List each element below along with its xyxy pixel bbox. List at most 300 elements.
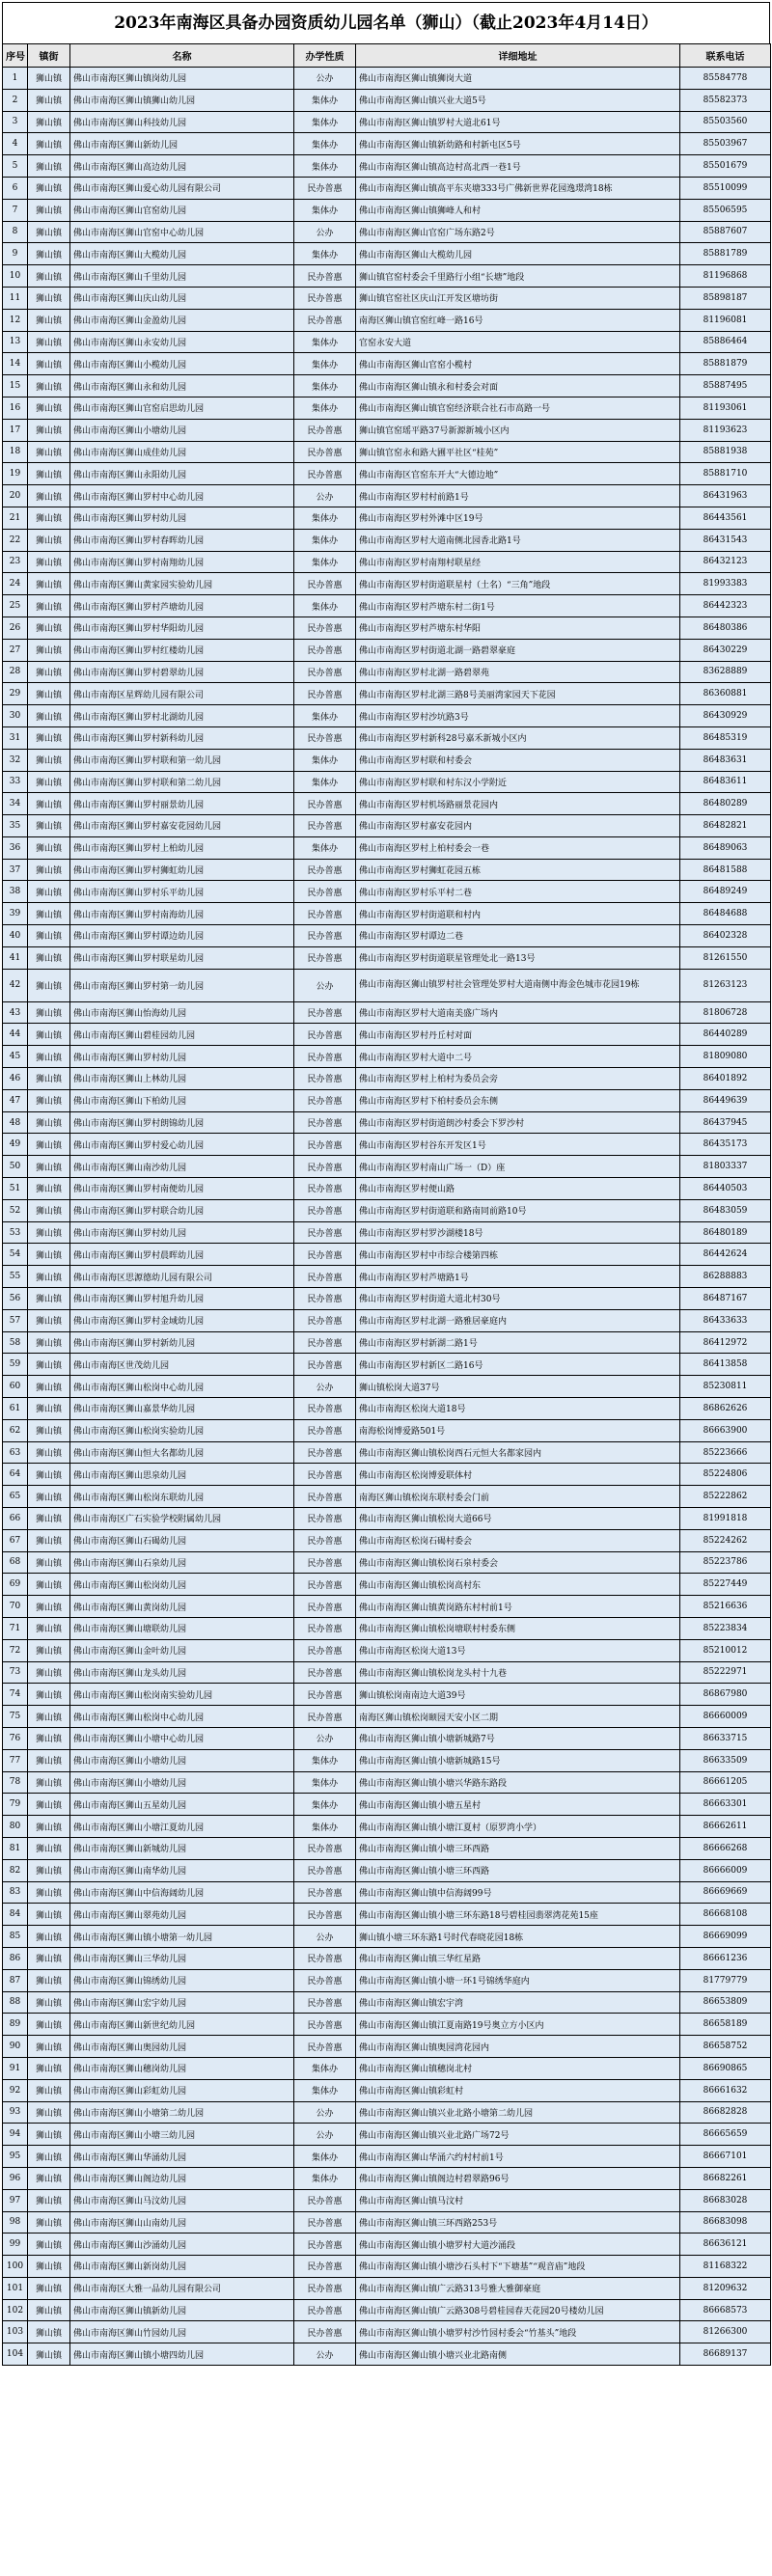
table-row (3, 1046, 771, 1068)
row-number: 2 (3, 89, 28, 111)
row-town: 狮山镇 (28, 1596, 70, 1618)
table-row (3, 749, 771, 771)
row-nature: 民办普惠 (294, 1134, 356, 1156)
row-address: 佛山市南海区罗村街道联和路南同前路10号 (356, 1199, 680, 1221)
row-town: 狮山镇 (28, 1046, 70, 1068)
row-name: 佛山市南海区狮山怡海幼儿园 (70, 1001, 294, 1024)
row-name: 佛山市南海区狮山碧桂园幼儿园 (70, 1024, 294, 1046)
row-nature: 民办普惠 (294, 1309, 356, 1331)
row-phone: 86658752 (680, 2036, 771, 2058)
row-phone: 86661632 (680, 2079, 771, 2101)
row-number: 75 (3, 1706, 28, 1728)
row-phone: 86440289 (680, 1024, 771, 1046)
row-phone: 86665659 (680, 2124, 771, 2146)
row-nature: 民办普惠 (294, 881, 356, 903)
table-row (3, 2343, 771, 2366)
row-name: 佛山市南海区狮山龙头幼儿园 (70, 1661, 294, 1684)
table-row (3, 68, 771, 90)
row-name: 佛山市南海区狮山罗村联合幼儿园 (70, 1199, 294, 1221)
row-town: 狮山镇 (28, 1749, 70, 1771)
row-number: 26 (3, 617, 28, 639)
row-address: 佛山市南海区罗村大道中二号 (356, 1046, 680, 1068)
row-address: 佛山市南海区狮山镇罗村社会管理处罗村大道南侧中海金色城市花园19栋 (356, 969, 680, 1001)
table-row (3, 1881, 771, 1904)
row-phone: 83628889 (680, 661, 771, 683)
row-name: 佛山市南海区狮山罗村第一幼儿园 (70, 969, 294, 1001)
row-nature: 民办普惠 (294, 1551, 356, 1574)
row-number: 53 (3, 1221, 28, 1244)
row-address: 佛山市南海区罗村街道朗沙村委会下罗沙村 (356, 1111, 680, 1134)
column-header-name: 名称 (70, 44, 294, 68)
row-phone: 86689137 (680, 2343, 771, 2366)
row-number: 27 (3, 639, 28, 661)
row-nature: 集体办 (294, 1749, 356, 1771)
row-phone: 86867980 (680, 1684, 771, 1706)
row-number: 98 (3, 2211, 28, 2233)
row-address: 佛山市南海区罗村上柏村委会一巷 (356, 836, 680, 859)
table-row (3, 1441, 771, 1464)
row-phone: 85210012 (680, 1639, 771, 1661)
table-row (3, 287, 771, 309)
row-number: 79 (3, 1794, 28, 1816)
table-row (3, 177, 771, 199)
row-town: 狮山镇 (28, 111, 70, 133)
row-town: 狮山镇 (28, 1684, 70, 1706)
row-nature: 公办 (294, 485, 356, 507)
row-town: 狮山镇 (28, 1156, 70, 1178)
row-phone: 86401892 (680, 1068, 771, 1090)
row-name: 佛山市南海区狮山小塘江夏幼儿园 (70, 1816, 294, 1838)
row-address: 狮山镇松岗南南边大道39号 (356, 1684, 680, 1706)
row-address: 佛山市南海区狮山镇松岗塘联村村委东侧 (356, 1617, 680, 1639)
row-town: 狮山镇 (28, 815, 70, 837)
row-name: 佛山市南海区广石实验学校附属幼儿园 (70, 1508, 294, 1530)
row-number: 102 (3, 2299, 28, 2321)
row-address: 佛山市南海区狮山镇小塘兴业北路南侧 (356, 2343, 680, 2366)
row-nature: 民办普惠 (294, 1639, 356, 1661)
row-name: 佛山市南海区狮山新岗幼儿园 (70, 2256, 294, 2278)
row-number: 37 (3, 859, 28, 881)
row-nature: 集体办 (294, 2167, 356, 2189)
row-name: 佛山市南海区狮山罗村晨晖幼儿园 (70, 1244, 294, 1266)
row-name: 佛山市南海区狮山罗村北湖幼儿园 (70, 705, 294, 727)
row-phone: 86666009 (680, 1859, 771, 1881)
table-row (3, 1156, 771, 1178)
row-phone: 86483631 (680, 749, 771, 771)
row-phone: 86412972 (680, 1331, 771, 1354)
row-town: 狮山镇 (28, 1816, 70, 1838)
row-number: 67 (3, 1529, 28, 1551)
row-name: 佛山市南海区狮山石泉幼儿园 (70, 1551, 294, 1574)
row-name: 佛山市南海区狮山金叶幼儿园 (70, 1639, 294, 1661)
table-row (3, 639, 771, 661)
row-phone: 81803337 (680, 1156, 771, 1178)
table-row (3, 2277, 771, 2299)
row-name: 佛山市南海区狮山松岗南实验幼儿园 (70, 1684, 294, 1706)
table-row (3, 2036, 771, 2058)
table-row (3, 507, 771, 529)
row-name: 佛山市南海区狮山黄家园实验幼儿园 (70, 573, 294, 595)
row-town: 狮山镇 (28, 1441, 70, 1464)
row-number: 64 (3, 1464, 28, 1486)
row-number: 82 (3, 1859, 28, 1881)
row-name: 佛山市南海区狮山嘉景华幼儿园 (70, 1398, 294, 1420)
table-row (3, 265, 771, 288)
row-number: 46 (3, 1068, 28, 1090)
row-number: 6 (3, 177, 28, 199)
row-nature: 民办普惠 (294, 309, 356, 331)
table-row (3, 881, 771, 903)
table-row (3, 1794, 771, 1816)
row-phone: 85510099 (680, 177, 771, 199)
row-nature: 民办普惠 (294, 1068, 356, 1090)
row-nature: 民办普惠 (294, 1661, 356, 1684)
row-name: 佛山市南海区狮山石碣幼儿园 (70, 1529, 294, 1551)
row-number: 56 (3, 1288, 28, 1310)
row-address: 佛山市南海区官窑东开大“大德边地” (356, 463, 680, 485)
table-row (3, 771, 771, 793)
row-phone: 86483059 (680, 1199, 771, 1221)
table-row (3, 397, 771, 419)
row-phone: 81993383 (680, 573, 771, 595)
table-row (3, 1464, 771, 1486)
row-number: 36 (3, 836, 28, 859)
row-nature: 公办 (294, 2343, 356, 2366)
row-nature: 民办普惠 (294, 419, 356, 441)
row-name: 佛山市南海区狮山松岗中心幼儿园 (70, 1376, 294, 1398)
row-name: 佛山市南海区狮山马汶幼儿园 (70, 2189, 294, 2211)
row-nature: 民办普惠 (294, 1199, 356, 1221)
row-phone: 85222862 (680, 1486, 771, 1508)
row-number: 66 (3, 1508, 28, 1530)
row-name: 佛山市南海区狮山穗岗幼儿园 (70, 2057, 294, 2079)
table-row (3, 155, 771, 178)
row-number: 62 (3, 1419, 28, 1441)
row-town: 狮山镇 (28, 705, 70, 727)
row-number: 3 (3, 111, 28, 133)
row-number: 20 (3, 485, 28, 507)
row-name: 佛山市南海区狮山罗村狮虹幼儿园 (70, 859, 294, 881)
row-phone: 86669669 (680, 1881, 771, 1904)
table-row (3, 2146, 771, 2168)
row-name: 佛山市南海区狮山罗村丽景幼儿园 (70, 793, 294, 815)
row-phone: 86682261 (680, 2167, 771, 2189)
row-address: 佛山市南海区狮山大榄幼儿园 (356, 243, 680, 265)
row-phone: 86661205 (680, 1771, 771, 1794)
row-nature: 集体办 (294, 397, 356, 419)
table-row (3, 1727, 771, 1749)
row-address: 佛山市南海区罗村北湖一路碧翠苑 (356, 661, 680, 683)
row-phone: 81991818 (680, 1508, 771, 1530)
row-address: 佛山市南海区狮山镇小塘三环东路18号碧桂园翡翠湾花苑15座 (356, 1904, 680, 1926)
row-number: 63 (3, 1441, 28, 1464)
row-town: 狮山镇 (28, 221, 70, 243)
row-town: 狮山镇 (28, 199, 70, 221)
row-nature: 民办普惠 (294, 1991, 356, 2014)
row-number: 104 (3, 2343, 28, 2366)
row-name: 佛山市南海区狮山罗村爱心幼儿园 (70, 1134, 294, 1156)
row-phone: 86682828 (680, 2101, 771, 2124)
row-town: 狮山镇 (28, 1244, 70, 1266)
row-nature: 集体办 (294, 353, 356, 375)
table-row (3, 2211, 771, 2233)
row-number: 94 (3, 2124, 28, 2146)
row-phone: 85506595 (680, 199, 771, 221)
row-address: 佛山市南海区狮山镇兴业大道5号 (356, 89, 680, 111)
row-name: 佛山市南海区狮山镇岗幼儿园 (70, 68, 294, 90)
row-nature: 民办普惠 (294, 2189, 356, 2211)
row-address: 佛山市南海区狮山镇小塘三环西路 (356, 1837, 680, 1859)
row-number: 100 (3, 2256, 28, 2278)
row-name: 佛山市南海区狮山罗村联和第二幼儿园 (70, 771, 294, 793)
row-town: 狮山镇 (28, 463, 70, 485)
row-phone: 85224262 (680, 1529, 771, 1551)
row-number: 92 (3, 2079, 28, 2101)
row-number: 96 (3, 2167, 28, 2189)
row-nature: 集体办 (294, 1816, 356, 1838)
row-number: 38 (3, 881, 28, 903)
table-row (3, 1859, 771, 1881)
row-town: 狮山镇 (28, 2189, 70, 2211)
row-address: 佛山市南海区罗村丹丘村对面 (356, 1024, 680, 1046)
row-name: 佛山市南海区狮山罗村中心幼儿园 (70, 485, 294, 507)
row-phone: 81168322 (680, 2256, 771, 2278)
row-name: 佛山市南海区狮山小塘三幼儿园 (70, 2124, 294, 2146)
row-address: 佛山市南海区罗村中市综合楼第四栋 (356, 1244, 680, 1266)
row-name: 佛山市南海区狮山沙涌幼儿园 (70, 2233, 294, 2256)
row-town: 狮山镇 (28, 507, 70, 529)
table-row (3, 1134, 771, 1156)
row-name: 佛山市南海区狮山镇狮山幼儿园 (70, 89, 294, 111)
row-name: 佛山市南海区狮山罗村联星幼儿园 (70, 946, 294, 969)
row-number: 83 (3, 1881, 28, 1904)
row-number: 32 (3, 749, 28, 771)
row-nature: 集体办 (294, 529, 356, 551)
row-address: 佛山市南海区松岗大道13号 (356, 1639, 680, 1661)
row-number: 65 (3, 1486, 28, 1508)
row-phone: 86663900 (680, 1419, 771, 1441)
row-address: 佛山市南海区罗村嘉安花园内 (356, 815, 680, 837)
row-address: 佛山市南海区罗村街道北湖一路碧翠豪庭 (356, 639, 680, 661)
row-name: 佛山市南海区狮山小塘第二幼儿园 (70, 2101, 294, 2124)
row-address: 佛山市南海区罗村北湖三路8号美丽湾家园天下花园 (356, 683, 680, 705)
row-phone: 81209632 (680, 2277, 771, 2299)
row-nature: 民办普惠 (294, 1464, 356, 1486)
row-address: 佛山市南海区罗村狮虹花园五栋 (356, 859, 680, 881)
row-name: 佛山市南海区狮山罗村金域幼儿园 (70, 1309, 294, 1331)
row-phone: 86481588 (680, 859, 771, 881)
row-address: 佛山市南海区罗村芦塘东村二街1号 (356, 595, 680, 617)
row-phone: 81261550 (680, 946, 771, 969)
table-row (3, 1991, 771, 2014)
table-row (3, 815, 771, 837)
row-nature: 集体办 (294, 2079, 356, 2101)
row-name: 佛山市南海区狮山小塘幼儿园 (70, 419, 294, 441)
row-name: 佛山市南海区狮山镇小塘四幼儿园 (70, 2343, 294, 2366)
row-phone: 86661236 (680, 1947, 771, 1969)
row-phone: 86288883 (680, 1266, 771, 1288)
row-town: 狮山镇 (28, 1926, 70, 1948)
row-name: 佛山市南海区狮山罗村旭升幼儿园 (70, 1288, 294, 1310)
table-row (3, 1221, 771, 1244)
row-number: 54 (3, 1244, 28, 1266)
row-phone: 81196868 (680, 265, 771, 288)
row-town: 狮山镇 (28, 2299, 70, 2321)
row-nature: 民办普惠 (294, 726, 356, 749)
row-town: 狮山镇 (28, 1529, 70, 1551)
row-number: 80 (3, 1816, 28, 1838)
table-row (3, 1244, 771, 1266)
row-name: 佛山市南海区狮山罗村联和第一幼儿园 (70, 749, 294, 771)
table-row (3, 946, 771, 969)
row-town: 狮山镇 (28, 2124, 70, 2146)
row-nature: 民办普惠 (294, 1398, 356, 1420)
row-town: 狮山镇 (28, 1508, 70, 1530)
row-nature: 民办普惠 (294, 1508, 356, 1530)
row-nature: 民办普惠 (294, 1221, 356, 1244)
row-town: 狮山镇 (28, 661, 70, 683)
row-town: 狮山镇 (28, 1134, 70, 1156)
row-nature: 公办 (294, 1376, 356, 1398)
row-name: 佛山市南海区狮山庆山幼儿园 (70, 287, 294, 309)
row-number: 10 (3, 265, 28, 288)
row-address: 佛山市南海区罗村南翔村联星经 (356, 551, 680, 573)
row-number: 59 (3, 1354, 28, 1376)
row-name: 佛山市南海区狮山罗村南海幼儿园 (70, 903, 294, 925)
row-address: 佛山市南海区罗村街道联星村（土名）“三角”地段 (356, 573, 680, 595)
table-row (3, 111, 771, 133)
row-name: 佛山市南海区狮山思泉幼儿园 (70, 1464, 294, 1486)
row-phone: 85503967 (680, 133, 771, 155)
row-name: 佛山市南海区狮山松岗中心幼儿园 (70, 1706, 294, 1728)
table-row (3, 2057, 771, 2079)
table-row (3, 309, 771, 331)
row-number: 55 (3, 1266, 28, 1288)
row-number: 33 (3, 771, 28, 793)
row-town: 狮山镇 (28, 925, 70, 947)
row-nature: 公办 (294, 68, 356, 90)
row-nature: 民办普惠 (294, 1331, 356, 1354)
row-phone: 86487167 (680, 1288, 771, 1310)
table-row (3, 2233, 771, 2256)
row-phone: 85230811 (680, 1376, 771, 1398)
row-phone: 86668573 (680, 2299, 771, 2321)
row-town: 狮山镇 (28, 1859, 70, 1881)
row-name: 佛山市南海区狮山罗村红楼幼儿园 (70, 639, 294, 661)
row-name: 佛山市南海区狮山翠苑幼儿园 (70, 1904, 294, 1926)
row-phone: 86442323 (680, 595, 771, 617)
table-row (3, 2256, 771, 2278)
row-name: 佛山市南海区狮山罗村芦塘幼儿园 (70, 595, 294, 617)
row-number: 88 (3, 1991, 28, 2014)
row-town: 狮山镇 (28, 2233, 70, 2256)
row-nature: 民办普惠 (294, 1266, 356, 1288)
row-address: 佛山市南海区罗村新区二路16号 (356, 1354, 680, 1376)
row-nature: 集体办 (294, 1771, 356, 1794)
row-address: 佛山市南海区松岗博爱联体村 (356, 1464, 680, 1486)
table-row (3, 331, 771, 353)
row-town: 狮山镇 (28, 969, 70, 1001)
row-town: 狮山镇 (28, 155, 70, 178)
row-address: 佛山市南海区罗村沙坑路3号 (356, 705, 680, 727)
row-address: 佛山市南海区狮山镇松岗高村东 (356, 1574, 680, 1596)
row-phone: 81196081 (680, 309, 771, 331)
row-name: 佛山市南海区狮山镇新幼儿园 (70, 2299, 294, 2321)
row-address: 佛山市南海区罗村谭边二巷 (356, 925, 680, 947)
table-body (3, 68, 771, 2366)
row-number: 11 (3, 287, 28, 309)
row-town: 狮山镇 (28, 1617, 70, 1639)
row-address: 佛山市南海区罗村便山路 (356, 1178, 680, 1200)
row-number: 19 (3, 463, 28, 485)
row-address: 佛山市南海区狮山镇罗村大道北61号 (356, 111, 680, 133)
row-name: 佛山市南海区狮山成佳幼儿园 (70, 441, 294, 463)
row-name: 佛山市南海区狮山罗村幼儿园 (70, 507, 294, 529)
table-row (3, 1617, 771, 1639)
row-address: 佛山市南海区狮山镇广云路313号雅大雅御豪庭 (356, 2277, 680, 2299)
row-address: 佛山市南海区罗村街道联和村内 (356, 903, 680, 925)
table-header-row (3, 44, 771, 68)
row-number: 24 (3, 573, 28, 595)
row-number: 39 (3, 903, 28, 925)
row-nature: 集体办 (294, 2057, 356, 2079)
row-nature: 民办普惠 (294, 1046, 356, 1068)
row-nature: 集体办 (294, 111, 356, 133)
row-town: 狮山镇 (28, 375, 70, 397)
row-nature: 民办普惠 (294, 617, 356, 639)
row-town: 狮山镇 (28, 836, 70, 859)
row-nature: 集体办 (294, 133, 356, 155)
row-town: 狮山镇 (28, 749, 70, 771)
row-address: 佛山市南海区狮山镇广云路308号碧桂园春天花园20号楼幼儿园 (356, 2299, 680, 2321)
row-name: 佛山市南海区狮山罗村乐平幼儿园 (70, 881, 294, 903)
table-row (3, 1354, 771, 1376)
column-header-no: 序号 (3, 44, 28, 68)
row-phone: 85887495 (680, 375, 771, 397)
row-number: 13 (3, 331, 28, 353)
row-town: 狮山镇 (28, 946, 70, 969)
table-row (3, 1331, 771, 1354)
table-row (3, 1309, 771, 1331)
row-number: 89 (3, 2014, 28, 2036)
row-number: 7 (3, 199, 28, 221)
row-town: 狮山镇 (28, 2014, 70, 2036)
row-nature: 民办普惠 (294, 903, 356, 925)
table-row (3, 485, 771, 507)
row-town: 狮山镇 (28, 287, 70, 309)
row-town: 狮山镇 (28, 1199, 70, 1221)
row-address: 佛山市南海区狮山镇高平东夹塘333号广佛新世界花园逸璟湾18栋 (356, 177, 680, 199)
row-name: 佛山市南海区狮山恒大名都幼儿园 (70, 1441, 294, 1464)
table-row (3, 375, 771, 397)
row-nature: 民办普惠 (294, 463, 356, 485)
row-nature: 民办普惠 (294, 1837, 356, 1859)
row-name: 佛山市南海区狮山罗村朗锦幼儿园 (70, 1111, 294, 1134)
row-phone: 85887607 (680, 221, 771, 243)
row-phone: 86480386 (680, 617, 771, 639)
table-row (3, 2189, 771, 2211)
row-number: 12 (3, 309, 28, 331)
table-row (3, 243, 771, 265)
row-nature: 民办普惠 (294, 1001, 356, 1024)
row-nature: 集体办 (294, 1794, 356, 1816)
row-address: 狮山镇松岗大道37号 (356, 1376, 680, 1398)
table-row (3, 1639, 771, 1661)
row-phone: 85223834 (680, 1617, 771, 1639)
row-town: 狮山镇 (28, 1024, 70, 1046)
table-row (3, 1024, 771, 1046)
table-row (3, 925, 771, 947)
